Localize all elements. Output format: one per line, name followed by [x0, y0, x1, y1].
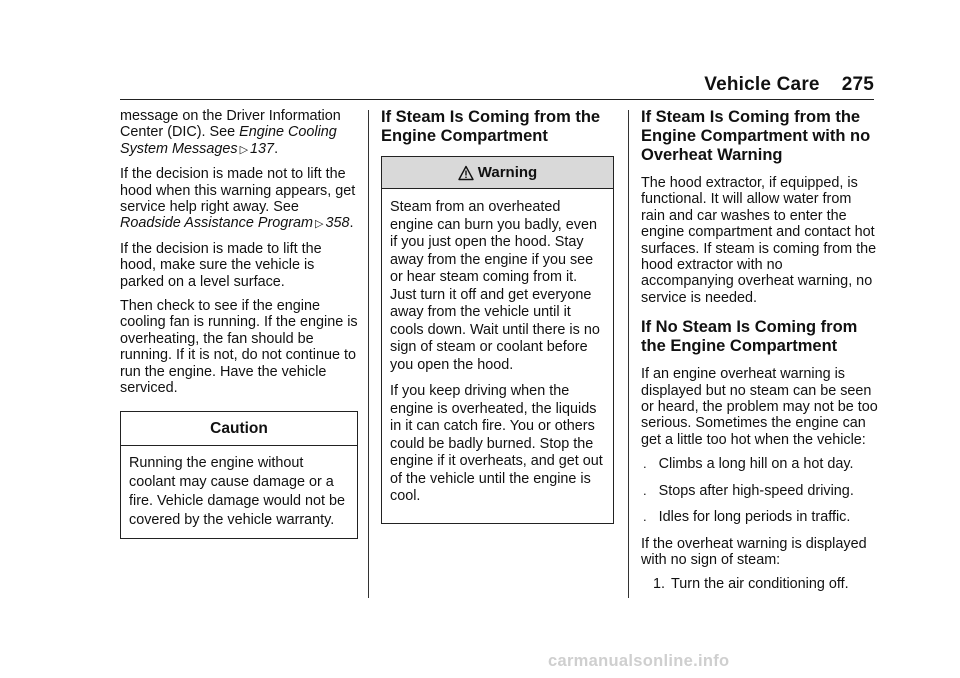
paragraph [120, 166, 358, 233]
caution-title: Caution [121, 412, 357, 446]
cross-reference-link[interactable]: Roadside Assistance Program [120, 215, 314, 232]
list-item [653, 576, 879, 592]
list-item [641, 456, 879, 472]
list-item-text: Stops after high-speed driving. [658, 482, 854, 499]
warning-triangle-icon [458, 165, 474, 181]
warning-title: Warning [477, 164, 538, 181]
column-divider [628, 110, 629, 598]
page-reference-arrow-icon: ▷ [239, 143, 249, 156]
caution-body: Running the engine without coolant may cause damage or a fire. Vehicle damage would not be covered by the vehicle warranty. [129, 454, 345, 528]
paragraph: Then check to see if the engine cooling fan is running. If the engine is overheating, the fan should be running. If it is not, do not continue to run the engine. Have the vehicle serviced. [120, 298, 358, 397]
page-reference-arrow-icon: ▷ [315, 218, 324, 231]
warning-paragraph: If you keep driving when the engine is overheated, the liquids in it can catch fire. You or others could be badly burned. Stop the engine if it overheats, and get out of the vehicle until the engine is cool. [390, 383, 603, 505]
caution-box [120, 411, 358, 539]
paragraph: If the decision is made to lift the hood, make sure the vehicle is parked on a level surface. [120, 240, 322, 290]
list-item [641, 509, 879, 525]
paragraph-end: . [274, 140, 279, 157]
paragraph [120, 108, 358, 158]
watermark: carmanualsonline.info [548, 652, 730, 670]
column-right [641, 108, 879, 593]
reference-page-number[interactable]: 137 [250, 140, 275, 157]
paragraph-text: If the decision is made not to lift the hood when this warning appears, get service help right away. See [120, 166, 356, 216]
page-header [704, 74, 874, 96]
bullet-mark: . [643, 456, 647, 472]
warning-box [381, 156, 614, 524]
list-item-text: Idles for long periods in traffic. [658, 509, 851, 526]
paragraph-text: message on the Driver Information Center (DIC). See [120, 108, 341, 141]
step-number: 1. [653, 576, 666, 593]
paragraph: If the overheat warning is displayed with no sign of steam: [641, 535, 867, 568]
column-middle [381, 108, 614, 524]
numbered-list [641, 576, 879, 592]
list-item-text: Climbs a long hill on a hot day. [658, 456, 854, 473]
page-number: 275 [841, 74, 874, 95]
bullet-mark: . [643, 482, 647, 498]
list-item [641, 483, 879, 499]
column-left [120, 108, 358, 539]
paragraph: If an engine overheat warning is displayed but no steam can be seen or heard, the problem may not be too serious. Sometimes the engine can get a little too hot when the vehicle: [641, 366, 878, 448]
section-heading: If No Steam Is Coming from the Engine Compartment [641, 318, 858, 356]
reference-page-number[interactable]: 358 [325, 215, 350, 232]
cross-reference-link[interactable]: Engine Cooling System Messages [120, 124, 337, 157]
column-divider [368, 110, 369, 598]
bullet-mark: . [643, 509, 647, 525]
paragraph: The hood extractor, if equipped, is functional. It will allow water from rain and car washes to enter the engine compartment and contact hot surfaces. If steam is coming from the hood extractor with no accompanying overheat warning, no service is needed. [641, 175, 877, 306]
warning-header [382, 157, 613, 189]
warning-paragraph: Steam from an overheated engine can burn you badly, even if you just open the hood. Stay away from the engine if you see or hear steam coming from it. Just turn it off and get everyone away from the vehicle until it cools down. Wait until there is no sign of steam or coolant before you open the hood. [390, 199, 600, 373]
warning-body [382, 189, 613, 523]
paragraph-end: . [349, 215, 354, 232]
bullet-list [641, 456, 879, 525]
section-title: Vehicle Care [704, 74, 820, 95]
header-divider [120, 99, 874, 100]
step-text: Turn the air conditioning off. [671, 576, 849, 593]
section-heading: If Steam Is Coming from the Engine Compartment [381, 108, 601, 145]
section-heading: If Steam Is Coming from the Engine Compartment with no Overheat Warning [641, 108, 871, 164]
